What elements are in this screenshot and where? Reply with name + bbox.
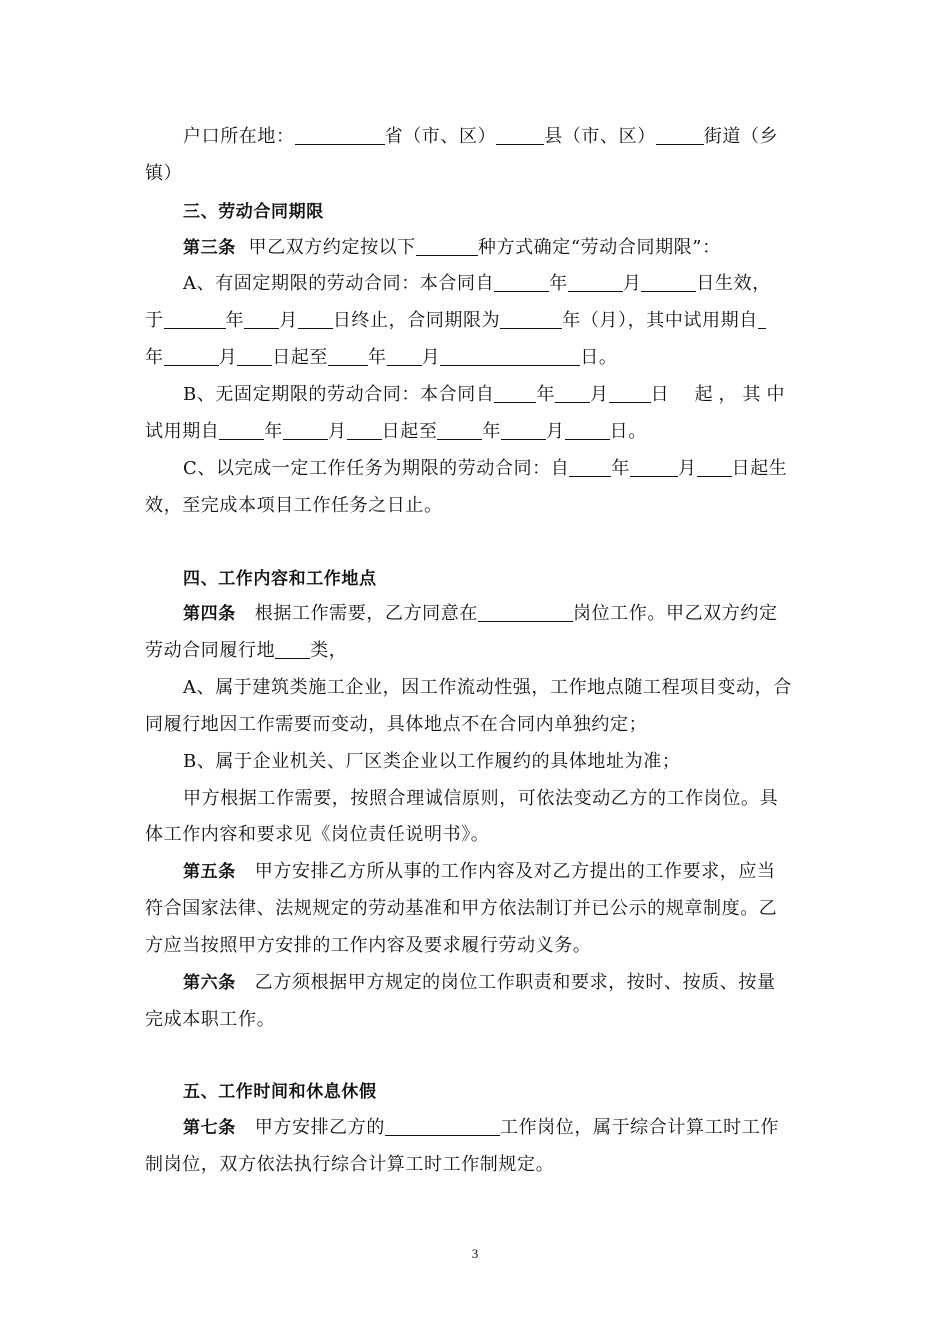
blank-field[interactable] [641,273,696,292]
article-6-line-cont: 完成本职工作。 [145,1009,276,1030]
article-3-line: 第三条 甲乙双方约定按以下 种方式确定“劳动合同期限”： [183,237,721,258]
article-4-note-cont: 体工作内容和要求见《岗位责任说明书》。 [145,824,490,845]
section-4-title: 四、工作内容和工作地点 [183,569,377,589]
blank-field[interactable] [565,421,610,440]
blank-field[interactable] [437,421,482,440]
blank-field[interactable] [656,126,704,145]
blank-field[interactable] [164,347,219,366]
blank-field[interactable] [555,384,590,403]
blank-field[interactable] [275,640,310,659]
blank-field[interactable] [295,126,385,145]
blank-field[interactable] [630,458,678,477]
blank-field[interactable] [244,310,279,329]
option-a-line-cont: 于 年 月 日终止，合同期限为 年（月），其中试用期自 [145,308,810,334]
article-4-note: 甲方根据工作需要，按照合理诚信原则，可依法变动乙方的工作岗位。具 [183,788,779,809]
article-5-line: 第五条 甲方安排乙方所从事的工作内容及对乙方提出的工作要求，应当 [183,861,776,882]
blank-field[interactable] [609,384,651,403]
blank-field[interactable] [219,421,264,440]
blank-field[interactable] [494,273,549,292]
blank-field[interactable] [500,310,562,329]
blank-field[interactable] [385,1117,500,1136]
blank-field[interactable] [501,421,546,440]
option-b-line-cont: 试用期自 年 月 日起至 年 月 日。 [145,421,647,442]
article-7-line: 第七条 甲方安排乙方的 工作岗位，属于综合计算工时工作 [183,1117,779,1138]
article-4-line-cont: 劳动合同履行地 类， [145,640,348,661]
blank-field[interactable] [568,273,623,292]
article-7-line-cont: 制岗位，双方依法执行综合计算工时工作制规定。 [145,1154,555,1175]
blank-field[interactable] [283,421,328,440]
option-a-line: A、有固定期限的劳动合同：本合同自 年 月 日生效， [183,273,771,294]
article-4-option-a: A、属于建筑类施工企业，因工作流动性强，工作地点随工程项目变动，合 [183,677,792,698]
blank-field[interactable] [478,603,573,622]
blank-field[interactable] [164,310,226,329]
blank-field[interactable] [298,310,333,329]
blank-field[interactable] [569,458,611,477]
option-c-line: C、以完成一定工作任务为期限的劳动合同：自 年 月 日起生 [183,458,788,479]
blank-field[interactable] [328,347,368,366]
blank-field[interactable] [697,458,732,477]
blank-field[interactable] [416,237,478,256]
section-5-title: 五、工作时间和休息休假 [183,1082,377,1102]
article-4-line: 第四条 根据工作需要，乙方同意在 岗位工作。甲乙双方约定 [183,603,778,624]
page-number: 3 [471,1246,479,1261]
article-4-option-b: B、属于企业机关、厂区类企业以工作履约的具体地址为准； [183,751,681,772]
blank-field[interactable] [440,347,580,366]
article-4-option-a-cont: 同履行地因工作需要而变动，具体地点不在合同内单独约定； [145,714,648,735]
option-c-line-cont: 效，至完成本项目工作任务之日止。 [145,495,443,516]
article-5-line-cont: 符合国家法律、法规规定的劳动基准和甲方依法制订并已公示的规章制度。乙 [145,898,778,919]
option-a-line-cont-2: 年 月 日起至 年 月 日。 [145,347,618,368]
article-6-line: 第六条 乙方须根据甲方规定的岗位工作职责和要求，按时、按质、按量 [183,972,776,993]
option-b-line: B、无固定期限的劳动合同：本合同自 年 月 日 起，其中 [183,384,791,405]
blank-field[interactable] [237,347,272,366]
residence-line: 户口所在地： 省（市、区） 县（市、区） 街道（乡 [183,126,779,147]
blank-field[interactable] [387,347,422,366]
section-3-title: 三、劳动合同期限 [183,202,324,222]
residence-line-cont: 镇） [145,163,183,184]
blank-field[interactable] [494,384,536,403]
blank-field[interactable] [496,126,544,145]
blank-field[interactable] [758,310,766,329]
article-5-line-cont-2: 方应当按照甲方安排的工作内容及要求履行劳动义务。 [145,935,592,956]
blank-field[interactable] [347,421,382,440]
